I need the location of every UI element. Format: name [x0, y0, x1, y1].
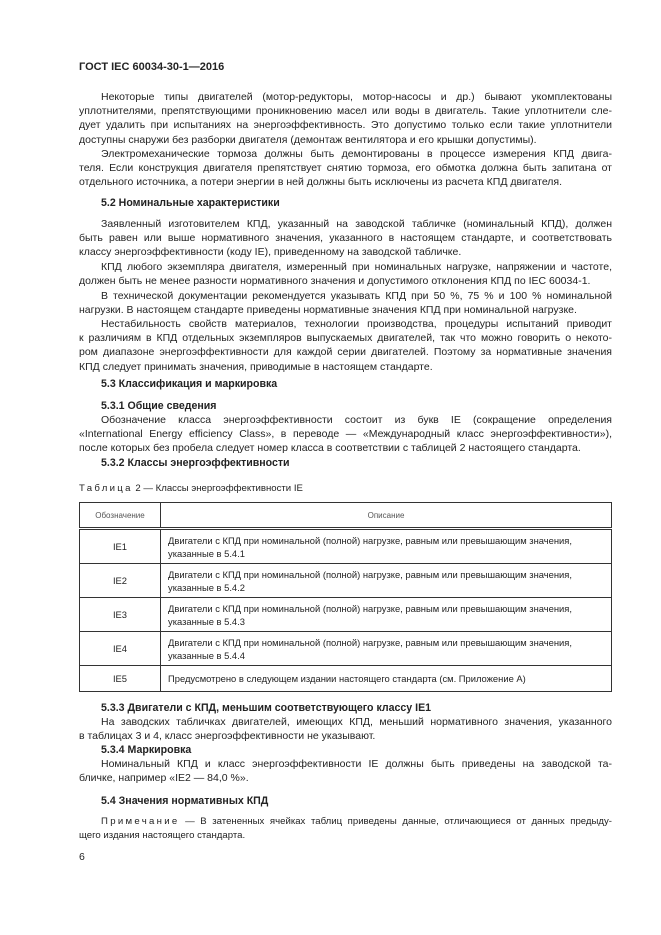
paragraph-line: Нестабильность свойств материалов, технологии производства, процедуры испытаний приводит — [101, 318, 612, 330]
note-text: — В затененных ячейках таблиц приведены данные, отличающиеся от данных предыду- — [179, 816, 612, 827]
class-description: Предусмотрено в следующем издании настоящего стандарта (см. Приложение А) — [161, 666, 612, 692]
paragraph-line: бличке, например «IE2 — 84,0 %». — [79, 772, 249, 785]
paragraph-line: быть равен или выше нормативного значения, указанного в настоящем стандарте, и соответствовать — [79, 232, 612, 245]
table-row — [80, 666, 612, 692]
page-number: 6 — [79, 851, 85, 863]
energy-classes-table — [79, 502, 612, 692]
paragraph-line: к различиям в КПД отдельных экземпляров выпускаемых двигателей, так что можно говорить о некото- — [79, 332, 612, 345]
class-code: IE3 — [80, 598, 161, 632]
paragraph-line: теля. Если конструкция двигателя препятствует снятию тормоза, его обмотка должна быть запитана от — [79, 162, 612, 175]
section-heading: 5.3.2 Классы энергоэффективности — [101, 457, 290, 469]
table-row — [80, 632, 612, 666]
table-row — [80, 598, 612, 632]
paragraph-line: Обозначение класса энергоэффективности состоит из букв IE (сокращение определения — [101, 414, 612, 426]
paragraph-line: дует удалить при испытаниях на энергоэффективность. Это допустимо только если такие уплотнители — [79, 119, 612, 132]
paragraph-line: В технической документации рекомендуется указывать КПД при 50 %, 75 % и 100 % номинальной — [101, 290, 612, 302]
class-code: IE4 — [80, 632, 161, 666]
section-heading: 5.2 Номинальные характеристики — [101, 197, 280, 209]
note-line — [101, 815, 612, 829]
paragraph-line: КПД следует принимать значения, приводимые в настоящем стандарте. — [79, 360, 433, 373]
column-header-code: Обозначение — [80, 503, 161, 529]
paragraph-line: нагрузки. В настоящем стандарте приведены нормативные значения КПД при номинальной нагрузке. — [79, 304, 577, 317]
paragraph-line: Заявленный изготовителем КПД, указанный на заводской табличке (номинальный КПД), должен — [101, 218, 612, 230]
note-label: Примечание — [101, 816, 180, 827]
table-row — [80, 529, 612, 564]
class-description: Двигатели с КПД при номинальной (полной) нагрузке, равным или превышающим значения, указанные в 5.4.3 — [161, 598, 612, 632]
class-description: Двигатели с КПД при номинальной (полной) нагрузке, равным или превышающим значения, указанные в 5.4.2 — [161, 564, 612, 598]
paragraph-line: доступны снаружи без разборки двигателя (демонтаж вентилятора и его крышки допустимы). — [79, 133, 537, 146]
column-header-description: Описание — [161, 503, 612, 529]
paragraph-line: классу энергоэффективности (коду IE), приведенному на заводской табличке. — [79, 246, 462, 259]
section-heading: 5.3.1 Общие сведения — [101, 400, 217, 412]
class-code: IE5 — [80, 666, 161, 692]
paragraph-line: На заводских табличках двигателей, имеющих КПД, меньший нормативного значения, указанного — [101, 716, 612, 728]
paragraph-line: Номинальный КПД и класс энергоэффективности IE должны быть приведены на заводской та- — [101, 758, 612, 770]
class-code: IE1 — [80, 529, 161, 564]
table-header-row — [80, 503, 612, 529]
paragraph-line: после которых без пробела следует номер класса в соответствии с таблицей 2 настоящего стандарта. — [79, 442, 581, 455]
table-caption-label: Таблица — [79, 483, 133, 494]
paragraph-line: уплотнителями, препятствующими проникновению масел или воды в двигатель. Такие уплотнители сле- — [79, 105, 612, 118]
section-heading: 5.3 Классификация и маркировка — [101, 378, 278, 390]
table-row — [80, 564, 612, 598]
document-header: ГОСТ IEC 60034-30-1—2016 — [79, 61, 225, 73]
paragraph-line: КПД любого экземпляра двигателя, измеренный при номинальных нагрузке, напряжении и частоте, — [101, 261, 612, 273]
paragraph-line: ром диапазоне энергоэффективности для каждой серии двигателей. Поэтому за нормативные значения — [79, 346, 612, 359]
paragraph-line: Электромеханические тормоза должны быть демонтированы в процессе измерения КПД двига- — [101, 148, 612, 160]
table-caption-text: 2 — Классы энергоэффективности IE — [132, 483, 303, 494]
section-heading: 5.3.4 Маркировка — [101, 744, 192, 756]
note-line: щего издания настоящего стандарта. — [79, 830, 246, 841]
section-heading: 5.3.3 Двигатели с КПД, меньшим соответствующего классу IE1 — [101, 702, 432, 714]
class-code: IE2 — [80, 564, 161, 598]
paragraph-line: отдельного источника, а потери энергии в ней должны быть исключены из расчета КПД двигателя. — [79, 176, 563, 189]
table-caption — [79, 482, 303, 496]
class-description: Двигатели с КПД при номинальной (полной) нагрузке, равным или превышающим значения, указанные в 5.4.1 — [161, 529, 612, 564]
paragraph-line: Некоторые типы двигателей (мотор-редукторы, мотор-насосы и др.) бывают укомплектованы — [101, 91, 612, 103]
paragraph-line: «International Energy efficiency Class», в переводе — «Международный класс энергоэффективности»), — [79, 428, 612, 441]
paragraph-line: в таблицах 3 и 4, класс энергоэффективности не указывают. — [79, 730, 376, 743]
paragraph-line: должен быть не менее разности нормативного значения и допустимого отклонения КПД по IEC 60034-1. — [79, 275, 591, 288]
class-description: Двигатели с КПД при номинальной (полной) нагрузке, равным или превышающим значения, указанные в 5.4.4 — [161, 632, 612, 666]
section-heading: 5.4 Значения нормативных КПД — [101, 795, 269, 807]
